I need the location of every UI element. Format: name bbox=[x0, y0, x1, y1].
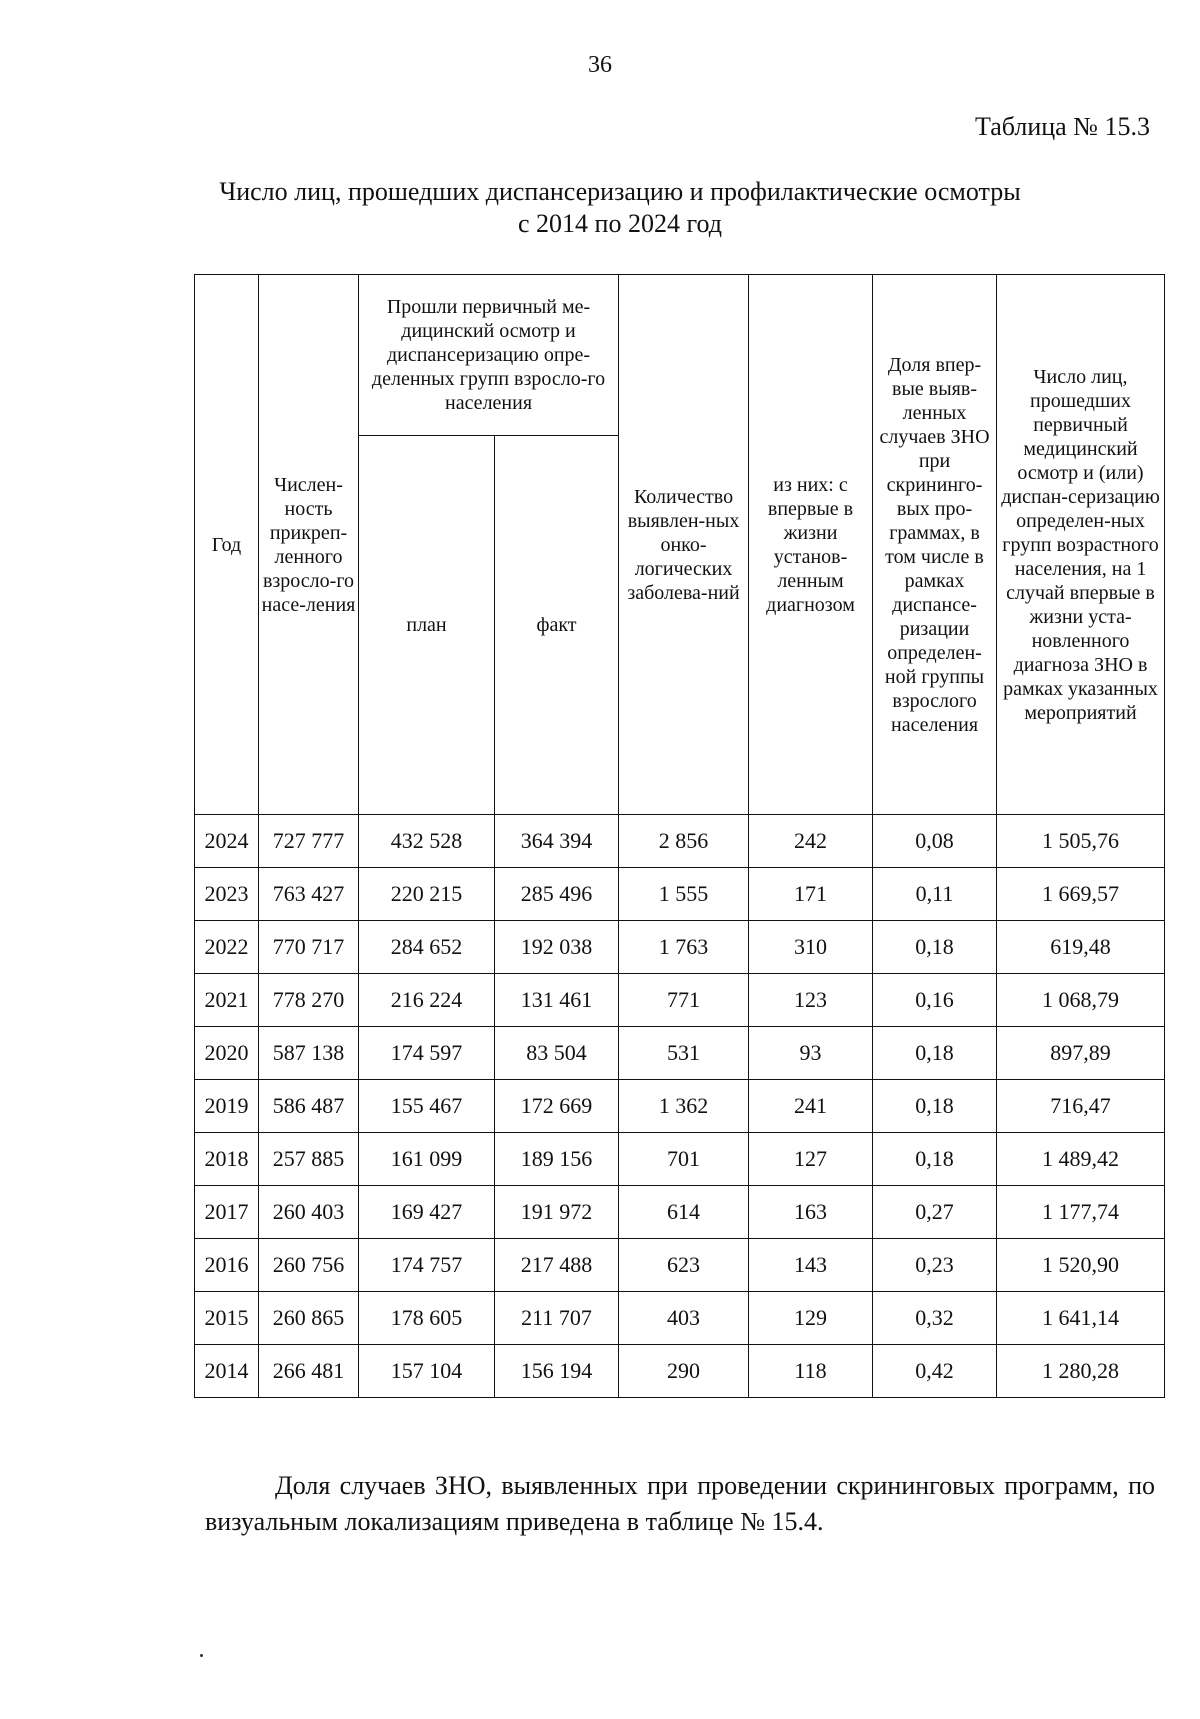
cell-year: 2020 bbox=[195, 1027, 259, 1080]
cell-fact: 285 496 bbox=[495, 868, 619, 921]
cell-fact: 211 707 bbox=[495, 1292, 619, 1345]
cell-population: 266 481 bbox=[259, 1345, 359, 1398]
cell-share: 0,32 bbox=[873, 1292, 997, 1345]
cell-share: 0,18 bbox=[873, 921, 997, 974]
cell-population: 586 487 bbox=[259, 1080, 359, 1133]
cell-first: 118 bbox=[749, 1345, 873, 1398]
cell-year: 2016 bbox=[195, 1239, 259, 1292]
header-per-case: Число лиц, прошедших первичный медицинский осмотр и (или) диспан-серизацию определен-ных групп возрастного населения, на 1 случай впервые в жизни уста-новленного диагноза ЗНО в рамках указанных мероприятий bbox=[997, 275, 1165, 815]
title-line-1: Число лиц, прошедших диспансеризацию и профилактические осмотры bbox=[219, 177, 1021, 206]
cell-plan: 174 757 bbox=[359, 1239, 495, 1292]
cell-population: 727 777 bbox=[259, 815, 359, 868]
cell-onco: 1 763 bbox=[619, 921, 749, 974]
cell-fact: 364 394 bbox=[495, 815, 619, 868]
cell-year: 2014 bbox=[195, 1345, 259, 1398]
cell-population: 770 717 bbox=[259, 921, 359, 974]
cell-year: 2018 bbox=[195, 1133, 259, 1186]
screening-table bbox=[194, 274, 1165, 1398]
cell-year: 2022 bbox=[195, 921, 259, 974]
cell-per-case: 619,48 bbox=[997, 921, 1165, 974]
cell-onco: 701 bbox=[619, 1133, 749, 1186]
cell-plan: 178 605 bbox=[359, 1292, 495, 1345]
cell-year: 2017 bbox=[195, 1186, 259, 1239]
header-fact: факт bbox=[495, 436, 619, 815]
cell-year: 2024 bbox=[195, 815, 259, 868]
cell-fact: 131 461 bbox=[495, 974, 619, 1027]
table-row bbox=[195, 921, 1165, 974]
header-first: из них: с впервые в жизни установ-ленным диагнозом bbox=[749, 275, 873, 815]
cell-share: 0,18 bbox=[873, 1027, 997, 1080]
cell-first: 241 bbox=[749, 1080, 873, 1133]
cell-plan: 432 528 bbox=[359, 815, 495, 868]
cell-fact: 217 488 bbox=[495, 1239, 619, 1292]
cell-share: 0,23 bbox=[873, 1239, 997, 1292]
header-group: Прошли первичный ме-дицинский осмотр и диспансеризацию опре-деленных групп взросло-го населения bbox=[359, 275, 619, 436]
cell-onco: 290 bbox=[619, 1345, 749, 1398]
cell-first: 93 bbox=[749, 1027, 873, 1080]
cell-share: 0,18 bbox=[873, 1133, 997, 1186]
cell-plan: 157 104 bbox=[359, 1345, 495, 1398]
table-row bbox=[195, 1345, 1165, 1398]
cell-year: 2023 bbox=[195, 868, 259, 921]
cell-per-case: 1 641,14 bbox=[997, 1292, 1165, 1345]
cell-plan: 216 224 bbox=[359, 974, 495, 1027]
cell-share: 0,11 bbox=[873, 868, 997, 921]
cell-population: 260 865 bbox=[259, 1292, 359, 1345]
cell-onco: 1 555 bbox=[619, 868, 749, 921]
cell-first: 143 bbox=[749, 1239, 873, 1292]
cell-first: 163 bbox=[749, 1186, 873, 1239]
cell-fact: 191 972 bbox=[495, 1186, 619, 1239]
cell-per-case: 1 280,28 bbox=[997, 1345, 1165, 1398]
cell-plan: 174 597 bbox=[359, 1027, 495, 1080]
cell-share: 0,18 bbox=[873, 1080, 997, 1133]
cell-plan: 155 467 bbox=[359, 1080, 495, 1133]
table-row bbox=[195, 974, 1165, 1027]
table-number: Таблица № 15.3 bbox=[974, 112, 1150, 141]
cell-fact: 172 669 bbox=[495, 1080, 619, 1133]
cell-onco: 2 856 bbox=[619, 815, 749, 868]
cell-population: 257 885 bbox=[259, 1133, 359, 1186]
header-population: Числен-ность прикреп-ленного взросло-го насе-ления bbox=[259, 275, 359, 815]
cell-population: 763 427 bbox=[259, 868, 359, 921]
cell-first: 127 bbox=[749, 1133, 873, 1186]
cell-share: 0,42 bbox=[873, 1345, 997, 1398]
cell-first: 242 bbox=[749, 815, 873, 868]
table-row bbox=[195, 1186, 1165, 1239]
cell-plan: 220 215 bbox=[359, 868, 495, 921]
cell-per-case: 897,89 bbox=[997, 1027, 1165, 1080]
cell-onco: 771 bbox=[619, 974, 749, 1027]
stray-dot bbox=[200, 1654, 203, 1657]
table-row bbox=[195, 1027, 1165, 1080]
cell-onco: 1 362 bbox=[619, 1080, 749, 1133]
title-line-2: с 2014 по 2024 год bbox=[518, 209, 722, 238]
cell-share: 0,27 bbox=[873, 1186, 997, 1239]
cell-per-case: 1 669,57 bbox=[997, 868, 1165, 921]
cell-first: 129 bbox=[749, 1292, 873, 1345]
cell-population: 587 138 bbox=[259, 1027, 359, 1080]
table-row bbox=[195, 1292, 1165, 1345]
table-row bbox=[195, 815, 1165, 868]
cell-share: 0,16 bbox=[873, 974, 997, 1027]
cell-per-case: 716,47 bbox=[997, 1080, 1165, 1133]
header-onco: Количество выявлен-ных онко-логических заболева-ний bbox=[619, 275, 749, 815]
cell-fact: 189 156 bbox=[495, 1133, 619, 1186]
cell-onco: 623 bbox=[619, 1239, 749, 1292]
table-row bbox=[195, 1133, 1165, 1186]
cell-fact: 156 194 bbox=[495, 1345, 619, 1398]
table-row bbox=[195, 1080, 1165, 1133]
cell-year: 2015 bbox=[195, 1292, 259, 1345]
cell-plan: 169 427 bbox=[359, 1186, 495, 1239]
table-body bbox=[195, 815, 1165, 1398]
cell-per-case: 1 505,76 bbox=[997, 815, 1165, 868]
cell-population: 260 403 bbox=[259, 1186, 359, 1239]
cell-per-case: 1 489,42 bbox=[997, 1133, 1165, 1186]
cell-onco: 531 bbox=[619, 1027, 749, 1080]
table-row bbox=[195, 868, 1165, 921]
cell-first: 310 bbox=[749, 921, 873, 974]
cell-plan: 161 099 bbox=[359, 1133, 495, 1186]
cell-fact: 192 038 bbox=[495, 921, 619, 974]
table-title bbox=[60, 176, 1180, 240]
cell-share: 0,08 bbox=[873, 815, 997, 868]
cell-onco: 614 bbox=[619, 1186, 749, 1239]
cell-year: 2021 bbox=[195, 974, 259, 1027]
cell-fact: 83 504 bbox=[495, 1027, 619, 1080]
footer-paragraph: Доля случаев ЗНО, выявленных при проведении скрининговых программ, по визуальным локализациям приведена в таблице № 15.4. bbox=[205, 1471, 1155, 1536]
page-number: 36 bbox=[588, 52, 612, 78]
header-plan: план bbox=[359, 436, 495, 815]
cell-population: 778 270 bbox=[259, 974, 359, 1027]
table-row bbox=[195, 1239, 1165, 1292]
cell-first: 123 bbox=[749, 974, 873, 1027]
cell-onco: 403 bbox=[619, 1292, 749, 1345]
header-share: Доля впер-вые выяв-ленных случаев ЗНО при скрининго-вых про-граммах, в том числе в рамках диспансе-ризации определен-ной группы взрослого населения bbox=[873, 275, 997, 815]
cell-population: 260 756 bbox=[259, 1239, 359, 1292]
cell-year: 2019 bbox=[195, 1080, 259, 1133]
cell-first: 171 bbox=[749, 868, 873, 921]
cell-plan: 284 652 bbox=[359, 921, 495, 974]
header-year: Год bbox=[195, 275, 259, 815]
cell-per-case: 1 068,79 bbox=[997, 974, 1165, 1027]
cell-per-case: 1 177,74 bbox=[997, 1186, 1165, 1239]
cell-per-case: 1 520,90 bbox=[997, 1239, 1165, 1292]
